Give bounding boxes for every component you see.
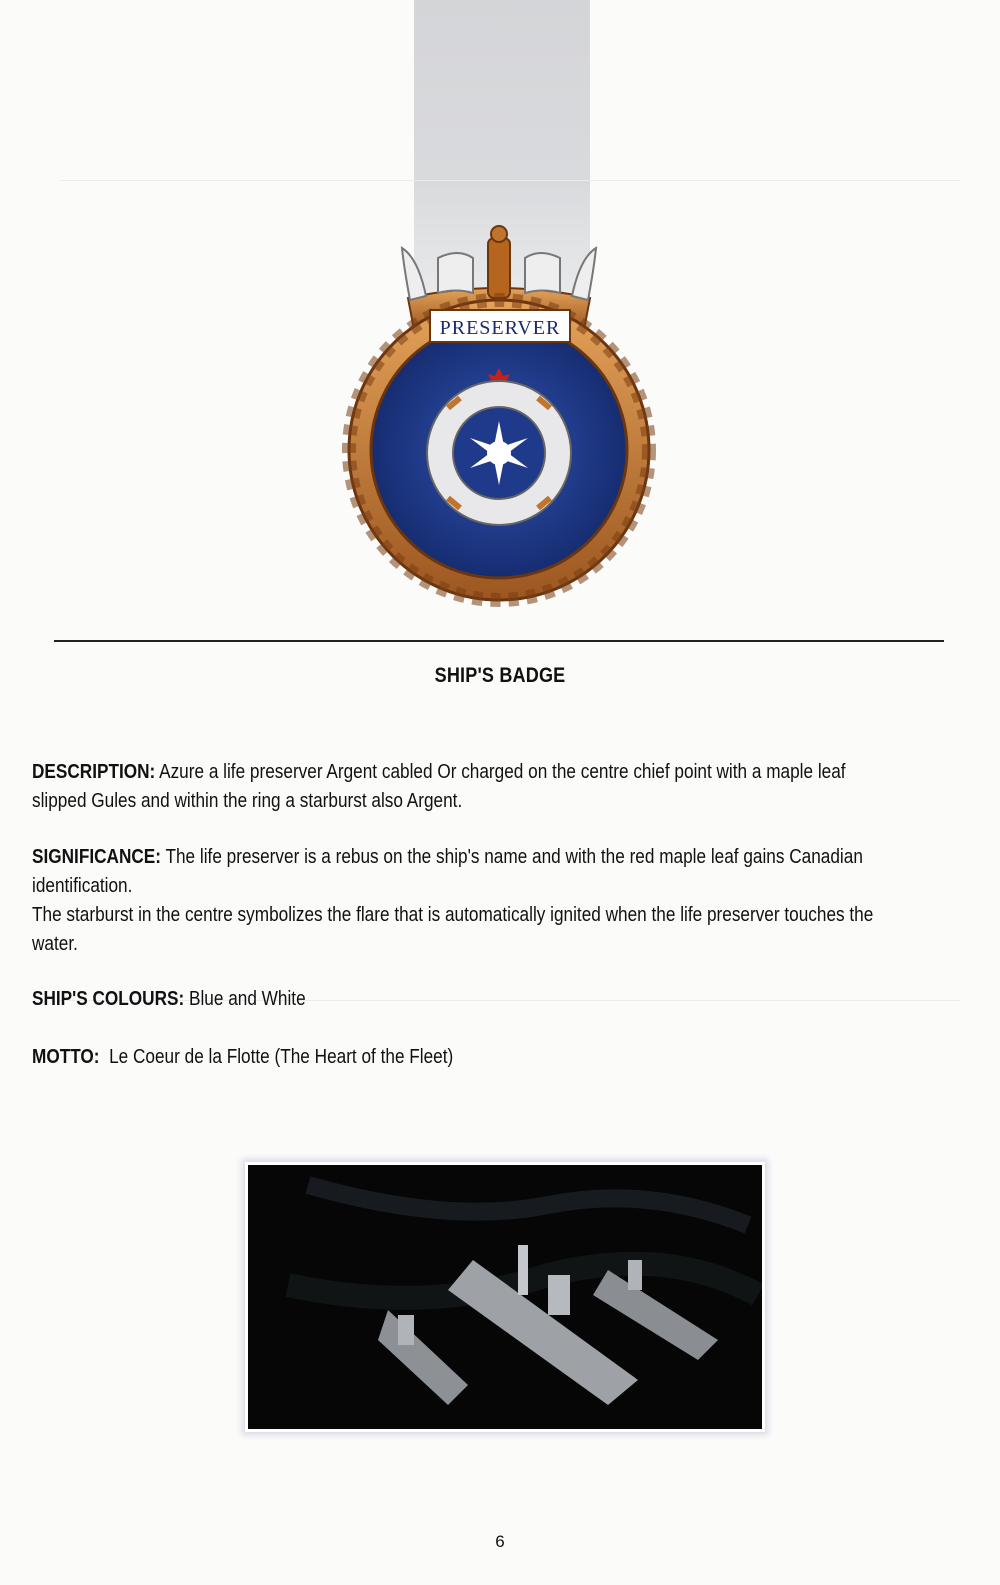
significance-text-line4: water.	[32, 933, 78, 955]
motto-value: Le Coeur de la Flotte (The Heart of the Fleet)	[109, 1046, 454, 1068]
significance-text-line2: identification.	[32, 875, 133, 897]
ship-name: PRESERVER	[439, 317, 561, 339]
colours-label: SHIP'S COLOURS:	[32, 988, 185, 1010]
bleed-through-line	[60, 180, 960, 181]
photo-frame	[245, 1162, 765, 1432]
colours-paragraph	[32, 985, 892, 1014]
description-label: DESCRIPTION:	[32, 761, 156, 783]
description-text-line1: Azure a life preserver Argent cabled Or charged on the centre chief point with a maple leaf	[159, 761, 846, 783]
motto-paragraph	[32, 1043, 892, 1072]
section-heading: SHIP'S BADGE	[434, 664, 566, 687]
significance-text-line3: The starburst in the centre symbolizes the flare that is automatically ignited when the life preserver touches the	[32, 904, 874, 926]
ship-left-icon	[378, 1310, 468, 1405]
significance-label: SIGNIFICANCE:	[32, 846, 161, 868]
significance-paragraph	[32, 843, 892, 959]
colours-value: Blue and White	[189, 988, 306, 1010]
page-number: 6	[495, 1532, 505, 1551]
significance-text-line1: The life preserver is a rebus on the ship's name and with the red maple leaf gains Canadian	[165, 846, 863, 868]
ship-badge-crest	[338, 218, 660, 608]
section-rule	[54, 640, 944, 642]
motto-label: MOTTO:	[32, 1046, 100, 1068]
description-paragraph	[32, 758, 892, 816]
ships-at-sea-photo	[248, 1165, 762, 1429]
description-text-line2: slipped Gules and within the ring a starburst also Argent.	[32, 790, 463, 812]
